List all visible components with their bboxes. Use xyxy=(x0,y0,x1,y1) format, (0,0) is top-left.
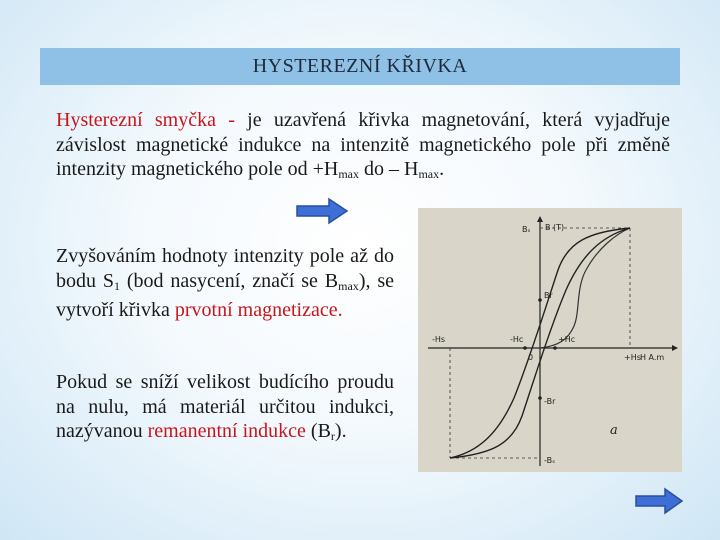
next-arrow-inline[interactable] xyxy=(295,196,349,231)
b-axis-label: B (T) xyxy=(545,223,565,232)
para2-text-3: ), se vytvoří křivka xyxy=(56,269,394,321)
pos-hs-label: +Hs xyxy=(624,353,641,362)
bs-label: Bₛ xyxy=(522,225,531,234)
para2-text-1: Zvyšováním hodnoty intenzity pole až do bodu S xyxy=(56,245,394,292)
para2-sub-b: max xyxy=(338,278,359,293)
pos-hc-point xyxy=(553,346,557,350)
para3-text-1: Pokud se sníží velikost budícího proudu na nulu, má materiál určitou indukci, nazývanou xyxy=(56,371,394,442)
next-slide-button[interactable] xyxy=(634,486,684,521)
right-arrow-icon xyxy=(295,196,349,226)
br-point xyxy=(538,298,542,302)
h-axis-arrowhead xyxy=(672,345,678,351)
slide-title: HYSTEREZNÍ KŘIVKA xyxy=(252,55,468,77)
neg-hs-label: -Hs xyxy=(432,335,446,344)
neg-hc-point xyxy=(523,346,527,350)
intro-sub-max-1: max xyxy=(338,167,359,181)
slide-title-bar xyxy=(40,48,680,85)
magnetization-paragraph xyxy=(56,244,394,323)
para2-text-2: (bod nasycení, značí se B xyxy=(120,269,339,292)
remanence-paragraph xyxy=(56,370,394,449)
neg-br-point xyxy=(538,396,542,400)
para2-sub-s: 1 xyxy=(114,278,120,293)
hysteresis-figure xyxy=(418,208,682,472)
intro-text: je uzavřená křivka magnetování, která vyjadřuje závislost magnetické indukce na intenzitě magnetického pole při změně intenzity magnetického pole od +H xyxy=(56,109,670,180)
right-arrow-icon xyxy=(634,486,684,516)
neg-bs-label: -Bₛ xyxy=(544,456,556,465)
br-label: Br xyxy=(544,291,553,300)
h-axis-label: H A.m xyxy=(640,353,665,362)
para3-sub-r: r xyxy=(330,429,335,443)
intro-paragraph xyxy=(56,108,670,187)
para3-text-3: ). xyxy=(334,420,347,442)
hysteresis-diagram xyxy=(418,208,682,472)
intro-end: . xyxy=(439,158,445,180)
intro-mid: do – H xyxy=(359,158,419,180)
para3-text-2: (B xyxy=(305,420,331,442)
para2-red-term: prvotní magnetizace. xyxy=(174,299,343,321)
initial-magnetization-curve xyxy=(540,228,630,348)
neg-br-label: -Br xyxy=(544,397,556,406)
neg-hc-label: -Hc xyxy=(510,335,524,344)
pos-hc-label: +Hc xyxy=(558,335,576,344)
intro-term: Hysterezní smyčka - xyxy=(56,109,235,131)
b-axis-arrowhead xyxy=(537,216,543,222)
intro-sub-max-2: max xyxy=(418,167,440,181)
panel-label: a xyxy=(610,423,618,438)
origin-label: 0 xyxy=(528,353,534,362)
para3-red-term: remanentní indukce xyxy=(147,420,306,442)
